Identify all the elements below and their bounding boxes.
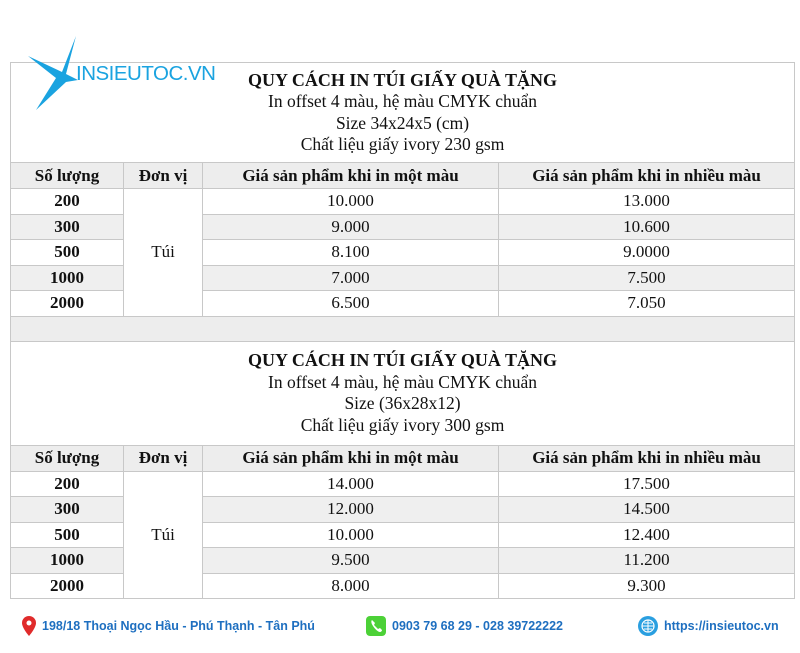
website-link[interactable]: https://insieutoc.vn <box>664 619 779 633</box>
size-spec: Size 34x24x5 (cm) <box>335 112 470 133</box>
column-header: Số lượng <box>11 163 124 189</box>
price-table <box>10 62 795 599</box>
column-header: Đơn vị <box>124 163 203 189</box>
single-color-price: 9.000 <box>203 214 499 240</box>
location-pin-icon <box>22 616 36 636</box>
quantity-cell: 500 <box>11 240 124 266</box>
multi-color-price: 7.500 <box>499 265 795 291</box>
logo-text: INSIEUTOC.VN <box>76 62 216 85</box>
single-color-price: 10.000 <box>203 189 499 215</box>
quantity-cell: 1000 <box>11 265 124 291</box>
size-spec: Size (36x28x12) <box>344 393 461 413</box>
column-header: Giá sản phẩm khi in nhiều màu <box>499 163 795 189</box>
multi-color-price: 9.300 <box>499 573 795 599</box>
quantity-cell: 2000 <box>11 573 124 599</box>
single-color-price: 12.000 <box>203 497 499 523</box>
quantity-cell: 500 <box>11 522 124 548</box>
print-spec: In offset 4 màu, hệ màu CMYK chuẩn <box>268 91 537 111</box>
multi-color-price: 10.600 <box>499 214 795 240</box>
paper-spec: Chất liệu giấy ivory 300 gsm <box>300 414 505 435</box>
single-color-price: 10.000 <box>203 522 499 548</box>
print-spec: In offset 4 màu, hệ màu CMYK chuẩn <box>268 371 537 392</box>
table-title: QUY CÁCH IN TÚI GIẤY QUÀ TẶNG <box>248 350 558 370</box>
phone-icon <box>366 616 386 636</box>
footer-address <box>22 616 315 636</box>
multi-color-price: 17.500 <box>499 471 795 497</box>
quantity-cell: 300 <box>11 214 124 240</box>
single-color-price: 9.500 <box>203 548 499 574</box>
single-color-price: 8.100 <box>203 240 499 266</box>
address-text: 198/18 Thoại Ngọc Hầu - Phú Thạnh - Tân Phú <box>42 619 315 633</box>
unit-cell: Túi <box>124 471 203 599</box>
multi-color-price: 13.000 <box>499 189 795 215</box>
table-row <box>11 471 795 497</box>
quantity-cell: 300 <box>11 497 124 523</box>
single-color-price: 8.000 <box>203 573 499 599</box>
footer <box>0 612 800 642</box>
logo <box>26 36 246 116</box>
multi-color-price: 12.400 <box>499 522 795 548</box>
multi-color-price: 14.500 <box>499 497 795 523</box>
header-row <box>11 163 795 189</box>
table-row <box>11 189 795 215</box>
multi-color-price: 11.200 <box>499 548 795 574</box>
quantity-cell: 2000 <box>11 291 124 317</box>
multi-color-price: 9.0000 <box>499 240 795 266</box>
spacer-row <box>11 316 795 341</box>
quantity-cell: 200 <box>11 471 124 497</box>
single-color-price: 7.000 <box>203 265 499 291</box>
globe-icon <box>638 616 658 636</box>
column-header: Số lượng <box>11 445 124 471</box>
column-header: Giá sản phẩm khi in một màu <box>203 445 499 471</box>
table-title: QUY CÁCH IN TÚI GIẤY QUÀ TẶNG <box>248 69 558 90</box>
header-row <box>11 445 795 471</box>
footer-phone <box>366 616 563 636</box>
table-title-block <box>11 341 795 445</box>
phone-text: 0903 79 68 29 - 028 39722222 <box>392 619 563 633</box>
column-header: Giá sản phẩm khi in nhiều màu <box>499 445 795 471</box>
multi-color-price: 7.050 <box>499 291 795 317</box>
unit-cell: Túi <box>124 189 203 317</box>
column-header: Giá sản phẩm khi in một màu <box>203 163 499 189</box>
paper-spec: Chất liệu giấy ivory 230 gsm <box>300 134 505 154</box>
quantity-cell: 1000 <box>11 548 124 574</box>
quantity-cell: 200 <box>11 189 124 215</box>
single-color-price: 6.500 <box>203 291 499 317</box>
footer-website[interactable] <box>638 616 779 636</box>
title-row <box>11 341 795 445</box>
column-header: Đơn vị <box>124 445 203 471</box>
single-color-price: 14.000 <box>203 471 499 497</box>
